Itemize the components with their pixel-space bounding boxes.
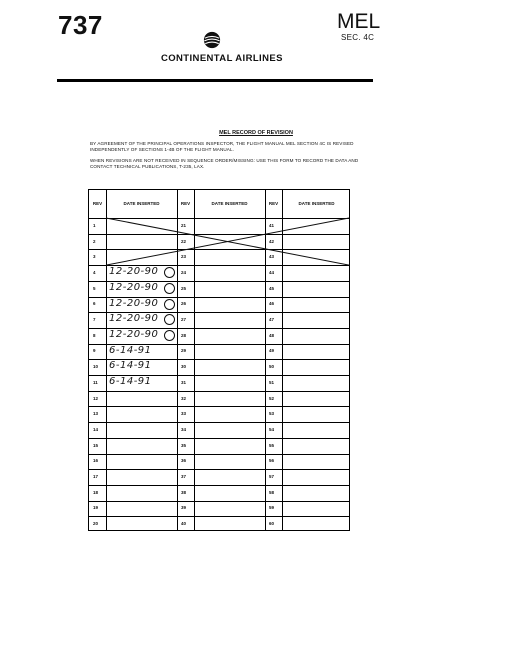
rev-number: 57: [269, 474, 275, 480]
rev-number: 26: [181, 301, 187, 307]
rev-number: 6: [93, 301, 96, 307]
instruction-paragraph: WHEN REVISIONS ARE NOT RECEIVED IN SEQUENCE ORDER/MISSING: USE THIS FORM TO RECORD THE DATA AND CONTACT TECHNICAL PUBLICATIONS, T-235, LAX.: [90, 158, 359, 169]
handwritten-date: 12-20-90: [109, 297, 159, 309]
rev-number: 56: [269, 458, 275, 464]
rev-number: 10: [93, 364, 99, 370]
rev-number: 50: [269, 364, 275, 370]
rev-number: 37: [181, 474, 187, 480]
rev-number: 47: [269, 317, 275, 323]
date-inserted-column-header: DATE INSERTED: [298, 201, 335, 206]
rev-number: 33: [181, 411, 187, 417]
rev-number: 13: [93, 411, 99, 417]
rev-number: 17: [93, 474, 99, 480]
rev-column-header: REV: [92, 201, 103, 206]
rev-number: 24: [181, 269, 187, 275]
rev-number: 32: [181, 395, 187, 401]
rev-number: 8: [93, 332, 96, 338]
rev-number: 9: [93, 348, 96, 354]
airline-globe-logo-icon: [203, 31, 221, 49]
rev-number: 2: [93, 238, 96, 244]
rev-number: 43: [269, 254, 275, 260]
rev-number: 38: [181, 489, 187, 495]
rev-number: 4: [93, 269, 96, 275]
rev-number: 11: [93, 379, 98, 385]
rev-number: 19: [93, 505, 99, 511]
rev-column-header: REV: [268, 201, 279, 206]
rev-number: 5: [93, 285, 96, 291]
rev-number: 15: [93, 442, 99, 448]
rev-number: 3: [93, 254, 96, 260]
rev-number: 20: [93, 521, 99, 527]
rev-number: 48: [269, 332, 275, 338]
rev-number: 27: [181, 317, 187, 323]
rev-number: 29: [181, 348, 187, 354]
rev-number: 22: [181, 238, 187, 244]
date-inserted-column-header: DATE INSERTED: [123, 201, 160, 206]
rev-number: 28: [181, 332, 187, 338]
aircraft-type: 737: [58, 10, 103, 40]
rev-number: 41: [269, 222, 275, 228]
rev-number: 45: [269, 285, 275, 291]
rev-number: 21: [181, 222, 187, 228]
header-divider: [57, 79, 373, 82]
rev-number: 23: [181, 254, 187, 260]
rev-number: 39: [181, 505, 187, 511]
handwritten-date: 6-14-91: [109, 344, 152, 356]
rev-number: 14: [93, 426, 99, 432]
rev-number: 53: [269, 411, 275, 417]
rev-number: 54: [269, 426, 275, 432]
handwritten-date: 12-20-90: [109, 313, 159, 325]
manual-title: MEL: [337, 10, 381, 33]
rev-number: 1: [93, 222, 96, 228]
rev-number: 36: [181, 458, 187, 464]
rev-number: 16: [93, 458, 99, 464]
rev-number: 60: [269, 521, 275, 527]
crossed-out-rows-mark: [89, 190, 351, 532]
rev-number: 58: [269, 489, 275, 495]
rev-number: 55: [269, 442, 275, 448]
handwritten-date: 6-14-91: [109, 360, 152, 372]
rev-number: 52: [269, 395, 275, 401]
rev-number: 30: [181, 364, 187, 370]
rev-number: 51: [269, 379, 275, 385]
record-title: MEL RECORD OF REVISION: [219, 130, 293, 136]
rev-column-header: REV: [180, 201, 191, 206]
handwritten-date: 12-20-90: [109, 328, 159, 340]
handwritten-date: 12-20-90: [109, 281, 159, 293]
rev-number: 35: [181, 442, 187, 448]
rev-number: 34: [181, 426, 187, 432]
agreement-paragraph: BY AGREEMENT OF THE PRINCIPAL OPERATIONS INSPECTOR, THE FLIGHT MANUAL MEL SECTION 4C IS REVISED INDEPENDENTLY OF SECTIONS 1-4B OF THE FLIGHT MANUAL.: [90, 141, 354, 152]
rev-number: 18: [93, 489, 99, 495]
rev-number: 25: [181, 285, 187, 291]
rev-number: 40: [181, 521, 187, 527]
rev-number: 12: [93, 395, 99, 401]
handwritten-date: 12-20-90: [109, 266, 159, 278]
rev-number: 59: [269, 505, 275, 511]
rev-number: 7: [93, 317, 96, 323]
rev-number: 46: [269, 301, 275, 307]
rev-number: 42: [269, 238, 275, 244]
rev-number: 49: [269, 348, 275, 354]
manual-section: SEC. 4C: [341, 33, 375, 42]
handwritten-date: 6-14-91: [109, 376, 152, 387]
airline-name: CONTINENTAL AIRLINES: [161, 53, 283, 64]
rev-number: 44: [269, 269, 275, 275]
revision-table: [88, 189, 350, 531]
rev-number: 31: [181, 379, 187, 385]
date-inserted-column-header: DATE INSERTED: [211, 201, 248, 206]
